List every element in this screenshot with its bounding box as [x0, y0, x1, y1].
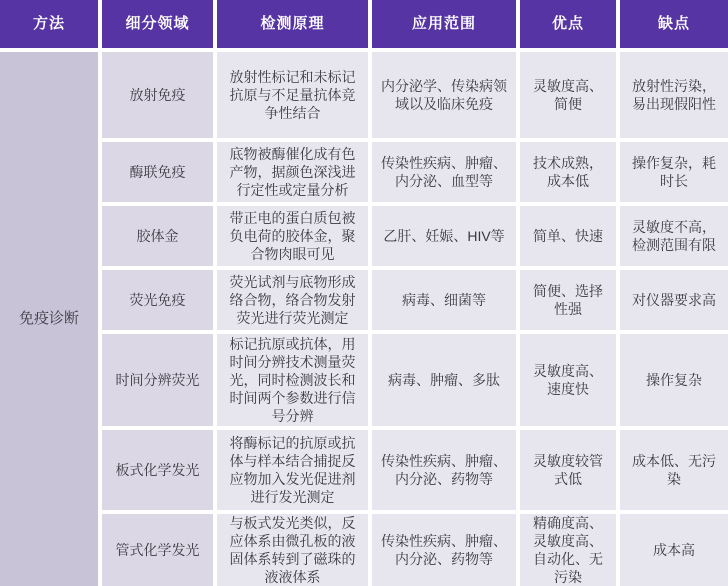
- cell-field-row-1: 放射免疫: [102, 52, 213, 138]
- cell-principle-row-4: 荧光试剂与底物形成络合物，络合物发射荧光进行荧光测定: [217, 270, 368, 330]
- cell-scope-row-5: 病毒、肿瘤、多肽: [372, 334, 516, 426]
- cell-principle-row-7: 与板式发光类似，反应体系由微孔板的液固体系转到了磁珠的液液体系: [217, 514, 368, 586]
- cell-cons-row-7: 成本高: [620, 514, 728, 586]
- cell-pros-row-7: 精确度高、灵敏度高、自动化、无污染: [520, 514, 616, 586]
- cell-scope-row-4: 病毒、细菌等: [372, 270, 516, 330]
- cell-field-row-2: 酶联免疫: [102, 142, 213, 202]
- cell-principle-row-2: 底物被酶催化成有色产物，据颜色深浅进行定性或定量分析: [217, 142, 368, 202]
- cell-principle-row-6: 将酶标记的抗原或抗体与样本结合捕捉反应物加入发光促进剂进行发光测定: [217, 430, 368, 510]
- cell-cons-row-2: 操作复杂，耗时长: [620, 142, 728, 202]
- cell-cons-row-4: 对仪器要求高: [620, 270, 728, 330]
- cell-field-row-3: 胶体金: [102, 206, 213, 266]
- cell-pros-row-3: 简单、快速: [520, 206, 616, 266]
- cell-cons-row-1: 放射性污染，易出现假阳性: [620, 52, 728, 138]
- column-header-pros: 优点: [520, 0, 616, 48]
- cell-principle-row-3: 带正电的蛋白质包被负电荷的胶体金，聚合物肉眼可见: [217, 206, 368, 266]
- column-header-method: 方法: [0, 0, 98, 48]
- cell-scope-row-3: 乙肝、妊娠、HIV等: [372, 206, 516, 266]
- cell-principle-row-5: 标记抗原或抗体，用时间分辨技术测量荧光，同时检测波长和时间两个参数进行信号分辨: [217, 334, 368, 426]
- cell-pros-row-5: 灵敏度高、速度快: [520, 334, 616, 426]
- cell-cons-row-6: 成本低、无污染: [620, 430, 728, 510]
- cell-scope-row-1: 内分泌学、传染病领域以及临床免疫: [372, 52, 516, 138]
- column-header-scope: 应用范围: [372, 0, 516, 48]
- cell-cons-row-5: 操作复杂: [620, 334, 728, 426]
- cell-field-row-7: 管式化学发光: [102, 514, 213, 586]
- cell-pros-row-4: 简便、选择性强: [520, 270, 616, 330]
- cell-pros-row-6: 灵敏度较管式低: [520, 430, 616, 510]
- cell-principle-row-1: 放射性标记和未标记抗原与不足量抗体竞争性结合: [217, 52, 368, 138]
- cell-scope-row-2: 传染性疾病、肿瘤、内分泌、血型等: [372, 142, 516, 202]
- method-group-cell: 免疫诊断: [0, 52, 98, 586]
- cell-field-row-6: 板式化学发光: [102, 430, 213, 510]
- cell-pros-row-1: 灵敏度高、简便: [520, 52, 616, 138]
- column-header-field: 细分领域: [102, 0, 213, 48]
- cell-cons-row-3: 灵敏度不高，检测范围有限: [620, 206, 728, 266]
- cell-pros-row-2: 技术成熟，成本低: [520, 142, 616, 202]
- column-header-principle: 检测原理: [217, 0, 368, 48]
- cell-scope-row-6: 传染性疾病、肿瘤、内分泌、药物等: [372, 430, 516, 510]
- cell-scope-row-7: 传染性疾病、肿瘤、内分泌、药物等: [372, 514, 516, 586]
- column-header-cons: 缺点: [620, 0, 728, 48]
- cell-field-row-5: 时间分辨荧光: [102, 334, 213, 426]
- cell-field-row-4: 荧光免疫: [102, 270, 213, 330]
